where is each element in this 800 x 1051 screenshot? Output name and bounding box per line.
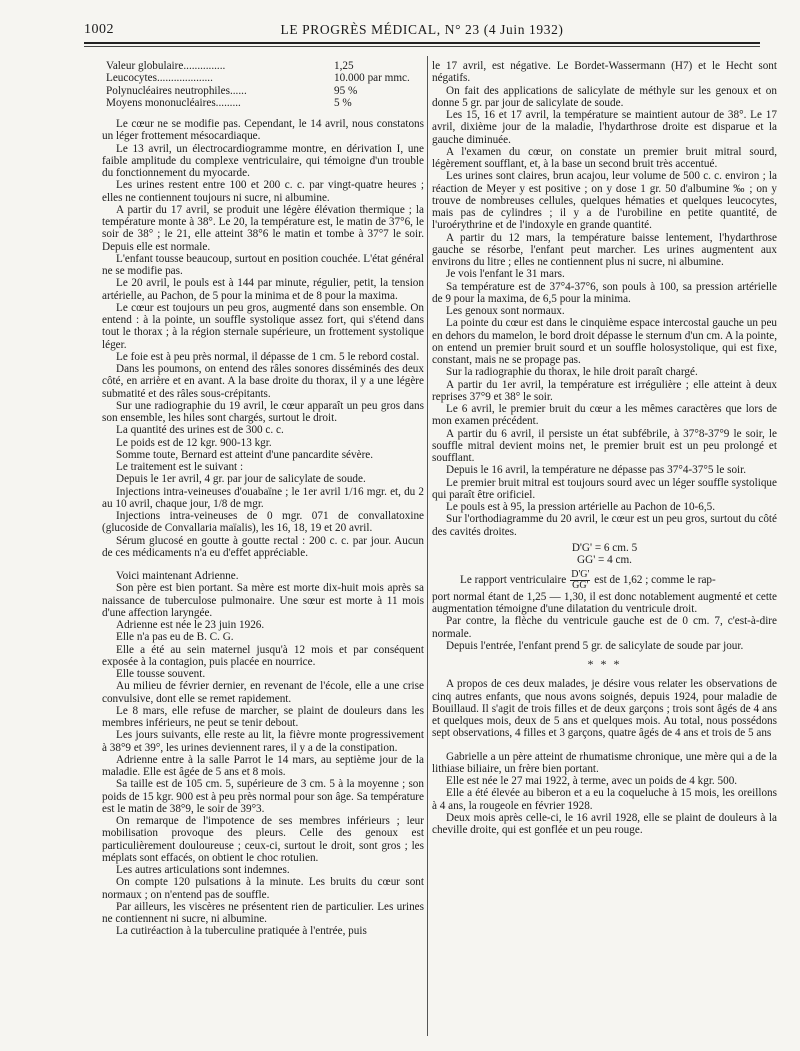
paragraph: Le premier bruit mitral est toujours sourd avec un léger souffle systolique qui paraît être orificiel.	[432, 476, 777, 501]
ratio-denominator: GG'	[572, 579, 589, 591]
paragraph: Je vois l'enfant le 31 mars.	[446, 268, 565, 281]
paragraph: port normal étant de 1,25 — 1,30, il est donc notablement augmenté et cette augmentation témoigne d'une dilatation du ventricule droit.	[432, 590, 777, 615]
paragraph: Elle a été élevée au biberon et a eu la coqueluche à 15 mois, les oreillons à 4 ans, la rougeole en février 1928.	[432, 787, 777, 812]
paragraph: A partir du 17 avril, se produit une légère élévation thermique ; la température monte à 38°. Le 20, la température est, le matin de 37°6, le soir de 38° ; le 21, elle atteint 38°6 le matin et tombe à 37°7 le soir. Depuis elle est normale.	[102, 203, 424, 253]
paragraph: Adrienne est née le 23 juin 1926.	[116, 619, 265, 631]
paragraph: Gabrielle a un père atteint de rhumatisme chronique, une mère qui a de la lithiase biliaire, un frère bien portant.	[432, 750, 777, 775]
paragraph: Le poids est de 12 kgr. 900-13 kgr.	[116, 436, 272, 449]
journal-title: LE PROGRÈS MÉDICAL, N° 23 (4 Juin 1932)	[280, 22, 564, 37]
stat-row: Leucocytes.................... 10.000 par mmc.	[106, 72, 410, 85]
paragraph: Dans les poumons, on entend des râles sonores disséminés des deux côté, en arrière et en avant. A la base droite du thorax, il y a une légère submatité et des râles sous-crépitants.	[102, 363, 424, 400]
paragraph: Le 13 avril, un électrocardiogramme montre, en dérivation I, une faible amplitude du complexe ventriculaire, qui témoigne d'un trouble du fonctionnement du myocarde.	[102, 142, 424, 179]
paragraph: Son père est bien portant. Sa mère est morte dix-huit mois après sa naissance de tuberculose pulmonaire. Une sœur est morte à 11 mois d'une affection laryngée.	[102, 582, 424, 619]
paragraph: Les urines restent entre 100 et 200 c. c. par vingt-quatre heures ; elles ne contiennent toujours ni sucre, ni albumine.	[102, 179, 424, 204]
ratio-tail: est de 1,62 ; comme le rap-	[594, 574, 716, 587]
section-gap	[432, 740, 777, 751]
header-rule	[84, 42, 760, 44]
header-rule-thin	[84, 46, 760, 47]
paragraph: Depuis le 16 avril, la température ne dépasse pas 37°4-37°5 le soir.	[446, 464, 747, 477]
right-column	[432, 60, 777, 836]
paragraph: Les jours suivants, elle reste au lit, la fièvre monte progressivement à 38°9 et 39°, les urines deviennent rares, il y a de la constipation.	[102, 729, 424, 754]
left-column	[102, 60, 424, 938]
paragraph: Injections intra-veineuses d'ouabaïne ; le 1er avril 1/16 mgr. et, du 2 au 10 avril, chaque jour, 1/8 de mgr.	[102, 485, 424, 510]
paragraph: Le 6 avril, le premier bruit du cœur a les mêmes caractères que lors de mon examen précédent.	[432, 403, 777, 428]
measurement-formula	[432, 542, 777, 566]
stat-row: Moyens mononucléaires......... 5 %	[106, 96, 352, 109]
paragraph: La cutiréaction à la tuberculine pratiquée à l'entrée, puis	[116, 925, 367, 938]
paragraph: Par contre, la flèche du ventricule gauche est de 0 cm. 7, c'est-à-dire normale.	[432, 615, 777, 640]
paragraph: A l'examen du cœur, on constate un premier bruit mitral sourd, légèrement soufflant, et, à la base un second bruit très accentué.	[432, 145, 777, 170]
page-header	[84, 22, 760, 44]
paragraph: Par ailleurs, les viscères ne présentent rien de particulier. Les urines ne contiennent ni sucre, ni albumine.	[102, 900, 424, 925]
paragraph: Sur une radiographie du 19 avril, le cœur apparaît un peu gros dans son ensemble, les hiles sont chargés, surtout le droit.	[102, 399, 424, 424]
ratio-intro: Le rapport ventriculaire	[460, 574, 567, 587]
paragraph: Sérum glucosé en goutte à goutte rectal : 200 c. c. par jour. Aucun de ces médicaments n'a eu d'effet appréciable.	[102, 534, 424, 559]
paragraph: Le 8 mars, elle refuse de marcher, se plaint de douleurs dans les membres inférieurs, ne peut se tenir debout.	[102, 704, 424, 729]
paragraph: Voici maintenant Adrienne.	[116, 570, 239, 582]
paragraph: A propos de ces deux malades, je désire vous relater les observations de cinq autres enfants, que nous avons soignés, depuis 1924, pour maladie de Bouillaud. Il s'agit de trois filles et de deux garçons ; trois sont âgés de 4 ans et quelques mois, deux de 5 ans et quelques mois. Au total, nous possédons sept observations, 4 filles et 3 garçons, quatre âgés de 4 ans et trois de 5 ans	[432, 678, 777, 740]
stat-row: Polynucléaires neutrophiles...... 95 %	[106, 84, 358, 97]
paragraph: On fait des applications de salicylate de méthyle sur les genoux et on donne 5 gr. par jour de salicylate de soude.	[432, 84, 777, 109]
paragraph: Deux mois après celle-ci, le 16 avril 1928, elle se plaint de douleurs à la cheville droite, qui est gonflée et un peu rouge.	[432, 811, 777, 836]
ratio-fraction	[570, 570, 590, 591]
paragraph: A partir du 12 mars, la température baisse lentement, l'hydarthrose gauche se résorbe, l'enfant peut marcher. Les urines augmentent aux environs du litre ; elles ne contiennent plus ni sucre, ni albumine.	[432, 231, 777, 268]
blood-count-table	[102, 60, 424, 109]
paragraph: Depuis l'entrée, l'enfant prend 5 gr. de salicylate de soude par jour.	[446, 639, 744, 652]
paragraph: Le cœur ne se modifie pas. Cependant, le 14 avril, nous constatons un léger frottement mésocardiaque.	[102, 118, 424, 143]
column-divider	[427, 56, 428, 1036]
paragraph: Sur la radiographie du thorax, le hile droit paraît chargé.	[446, 366, 698, 379]
paragraph: Depuis le 1er avril, 4 gr. par jour de salicylate de soude.	[116, 473, 366, 486]
paragraph: Sa température est de 37°4-37°6, son pouls à 100, sa pression artérielle de 9 pour la maxima, de 6,5 pour la minima.	[432, 280, 777, 305]
paragraph: La pointe du cœur est dans le cinquième espace intercostal gauche un peu en dehors du mamelon, le bord droit dépasse le sternum d'un cm. A la pointe, on entend un premier bruit sourd et un souffle holosystolique, qui est fixe, constant, mais ne se propage pas.	[432, 317, 777, 366]
paragraph: Adrienne entre à la salle Parrot le 14 mars, au septième jour de la maladie. Elle est âgée de 5 ans et 8 mois.	[102, 753, 424, 778]
paragraph: Le foie est à peu près normal, il dépasse de 1 cm. 5 le rebord costal.	[116, 350, 420, 363]
paragraph: L'enfant tousse beaucoup, surtout en position couchée. L'état général ne se modifie pas.	[102, 252, 424, 277]
page-number: 1002	[84, 22, 114, 37]
section-asterism: * * *	[587, 657, 622, 671]
formula-dg: D'G' = 6 cm. 5	[571, 541, 638, 554]
paragraph: Sa taille est de 105 cm. 5, supérieure de 3 cm. 5 à la moyenne ; son poids de 15 kgr. 900 est à peu près normal pour son âge. Sa température est le matin de 38°9, le soir de 39°3.	[102, 778, 424, 815]
stat-row: Valeur globulaire............... 1,25	[106, 60, 354, 72]
paragraph: Le traitement est le suivant :	[116, 461, 244, 473]
paragraph: Les urines sont claires, brun acajou, leur volume de 500 c. c. environ ; la réaction de Meyer y est positive ; on y dose 1 gr. 50 d'albumine ‰ ; on y trouve de nombreuses cellules, quelques hématies et quelques leucocytes, mais pas de cylindres ; il y a de l'urobiline en petite quantité, de l'uroérythrine et de l'indoxyle en grande quantité.	[432, 170, 777, 232]
ratio-line	[432, 570, 777, 591]
paragraph: Somme toute, Bernard est atteint d'une pancardite sévère.	[116, 448, 374, 461]
paragraph: Sur l'orthodiagramme du 20 avril, le cœur est un peu gros, surtout du côté des cavités droites.	[432, 513, 777, 538]
paragraph: Le cœur est toujours un peu gros, augmenté dans son ensemble. On entend : à la pointe, un souffle systolique assez fort, qui s'étend dans tout le thorax ; à la région sternale supérieure, un frottement systolique léger.	[102, 301, 424, 351]
paragraph: On remarque de l'impotence de ses membres inférieurs ; leur mobilisation provoque des pleurs. Celle des genoux est particulièrement douloureuse ; ceux-ci, surtout le droit, sont gros ; les méplats sont effacés, on obtient le choc rotulien.	[102, 815, 424, 864]
paragraph: le 17 avril, est négative. Le Bordet-Wassermann (H7) et le Hecht sont négatifs.	[432, 60, 777, 85]
paragraph: La quantité des urines est de 300 c. c.	[116, 424, 284, 437]
paragraph: Les genoux sont normaux.	[446, 305, 565, 317]
paragraph: Les autres articulations sont indemnes.	[116, 864, 290, 876]
paragraph: Elle n'a pas eu de B. C. G.	[116, 631, 234, 644]
paragraph: Injections intra-veineuses de 0 mgr. 071 de convallatoxine (glucoside de Convallaria maïalis), les 16, 18, 19 et 20 avril.	[102, 510, 424, 535]
paragraph: Le pouls est à 95, la pression artérielle au Pachon de 10-6,5.	[446, 501, 716, 513]
formula-gg: GG' = 4 cm.	[577, 553, 632, 566]
paragraph: Elle est née le 27 mai 1922, à terme, avec un poids de 4 kgr. 500.	[446, 775, 738, 787]
section-gap	[102, 559, 424, 570]
paragraph: A partir du 1er avril, la température est irrégulière ; elle atteint à deux reprises 37°9 et 38° le soir.	[432, 378, 777, 403]
paragraph: Elle a été au sein maternel jusqu'à 12 mois et par conséquent exposée à la contagion, puis placée en nourrice.	[102, 643, 424, 668]
paragraph: A partir du 6 avril, il persiste un état subfébrile, à 37°8-37°9 le soir, le souffle mitral devient moins net, le premier bruit est un peu prolongé et soufflant.	[432, 427, 777, 464]
paragraph: Elle tousse souvent.	[116, 668, 206, 680]
paragraph: On compte 120 pulsations à la minute. Les bruits du cœur sont normaux ; on n'entend pas de souffle.	[102, 876, 424, 901]
ratio-numerator: D'G'	[571, 568, 590, 580]
paragraph: Le 20 avril, le pouls est à 144 par minute, régulier, petit, la tension artérielle, au Pachon, de 5 pour la minima et de 8 pour la maxima.	[102, 277, 424, 302]
paragraph: Les 15, 16 et 17 avril, la température se maintient autour de 38°. Le 17 avril, dixième jour de la maladie, l'hydarthrose droite est disparue et la gauche diminuée.	[432, 109, 777, 146]
paragraph: Au milieu de février dernier, en revenant de l'école, elle a une crise convulsive, dont elle se remet rapidement.	[102, 680, 424, 705]
